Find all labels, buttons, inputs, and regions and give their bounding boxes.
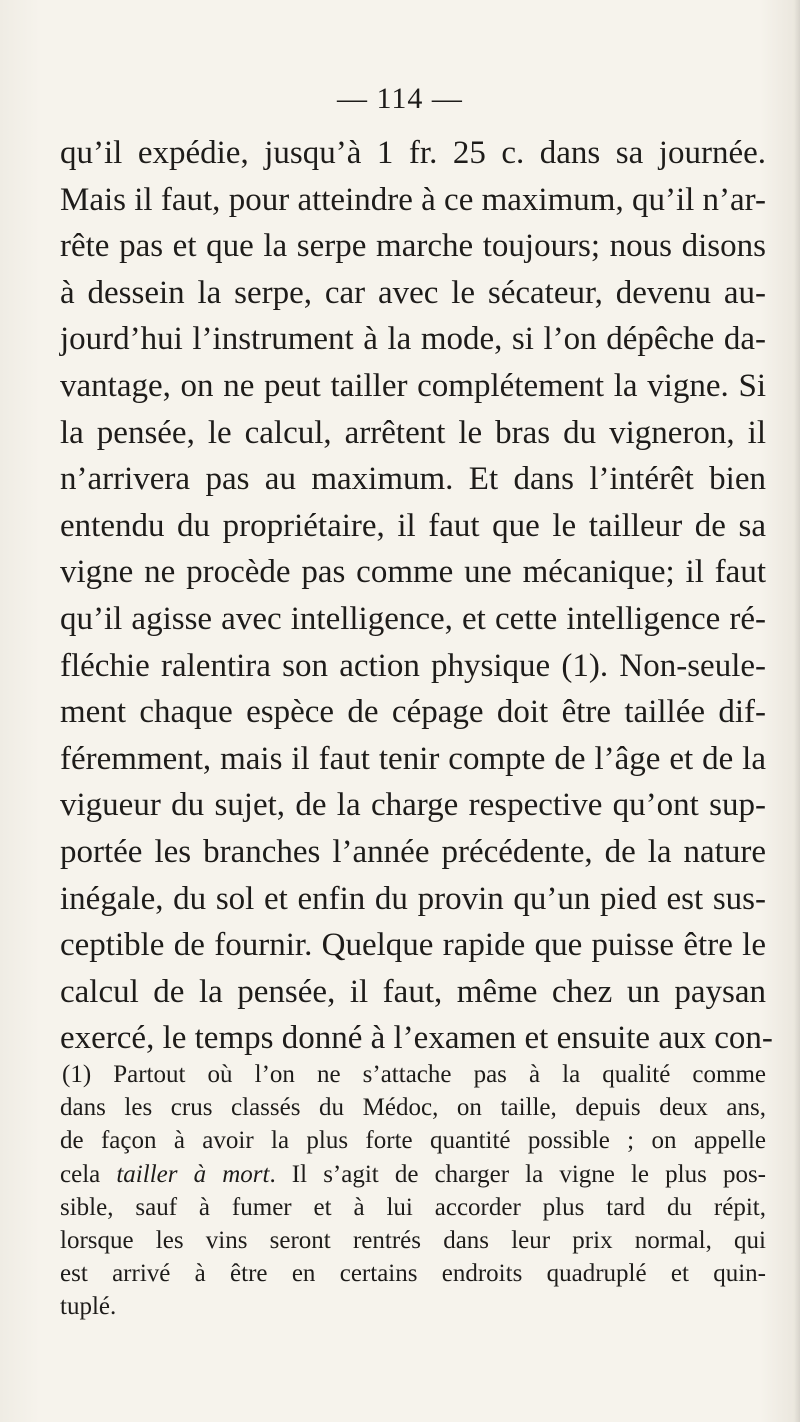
body-line: jourd’hui l’instrument à la mode, si l’on dépêche da-	[60, 321, 766, 358]
body-line: la pensée, le calcul, arrêtent le bras du vigneron, il	[60, 414, 766, 451]
body-line: fléchie ralentira son action physique (1). Non-seule-	[60, 647, 766, 684]
footnote-text: . Il s’agit de charger la vigne le plus pos-	[269, 1160, 766, 1188]
body-line: qu’il agisse avec intelligence, et cette intelligence ré-	[60, 600, 766, 637]
body-text	[60, 130, 773, 1062]
footnote-italic-term: tailler à mort	[116, 1160, 270, 1188]
page-edge-shadow	[794, 0, 800, 1422]
footnote-line: dans les crus classés du Médoc, on taille, depuis deux ans,	[60, 1094, 766, 1122]
body-line: Mais il faut, pour atteindre à ce maximum, qu’il n’ar-	[60, 181, 766, 218]
body-line: vigne ne procède pas comme une mécanique; il faut	[60, 554, 766, 591]
body-line: vantage, on ne peut tailler complétement la vigne. Si	[60, 367, 766, 404]
body-line: portée les branches l’année précédente, de la nature	[60, 833, 766, 870]
body-line: n’arrivera pas au maximum. Et dans l’intérêt bien	[60, 461, 766, 498]
body-line: calcul de la pensée, il faut, même chez un paysan	[60, 973, 766, 1010]
body-line: entendu du propriétaire, il faut que le tailleur de sa	[60, 507, 766, 544]
body-line: à dessein la serpe, car avec le sécateur, devenu au-	[60, 274, 766, 311]
body-line: qu’il expédie, jusqu’à 1 fr. 25 c. dans sa journée.	[60, 135, 766, 171]
body-line: exercé, le temps donné à l’examen et ensuite aux con-	[60, 1020, 773, 1057]
body-line: vigueur du sujet, de la charge respective qu’ont sup-	[60, 787, 766, 824]
footnote-line	[60, 1158, 766, 1191]
footnote-line: (1) Partout où l’on ne s’attache pas à la qualité comme	[62, 1061, 766, 1088]
body-line: rête pas et que la serpe marche toujours; nous disons	[60, 228, 766, 265]
footnote-line: de façon à avoir la plus forte quantité possible ; on appelle	[60, 1127, 766, 1155]
page-number: — 114 —	[337, 82, 463, 115]
footnote-line: sible, sauf à fumer et à lui accorder plus tard du répit,	[60, 1193, 766, 1221]
footnote	[60, 1058, 766, 1324]
body-line: ment chaque espèce de cépage doit être taillée dif-	[60, 694, 766, 731]
footnote-line: tuplé.	[60, 1293, 117, 1321]
body-line: inégale, du sol et enfin du provin qu’un pied est sus-	[60, 880, 766, 917]
footnote-line: lorsque les vins seront rentrés dans leur prix normal, qui	[60, 1226, 766, 1254]
body-line: ceptible de fournir. Quelque rapide que puisse être le	[60, 927, 766, 964]
body-line: féremment, mais il faut tenir compte de l’âge et de la	[60, 740, 766, 777]
footnote-line: est arrivé à être en certains endroits quadruplé et quin-	[60, 1260, 766, 1288]
footnote-text: cela	[60, 1160, 117, 1188]
